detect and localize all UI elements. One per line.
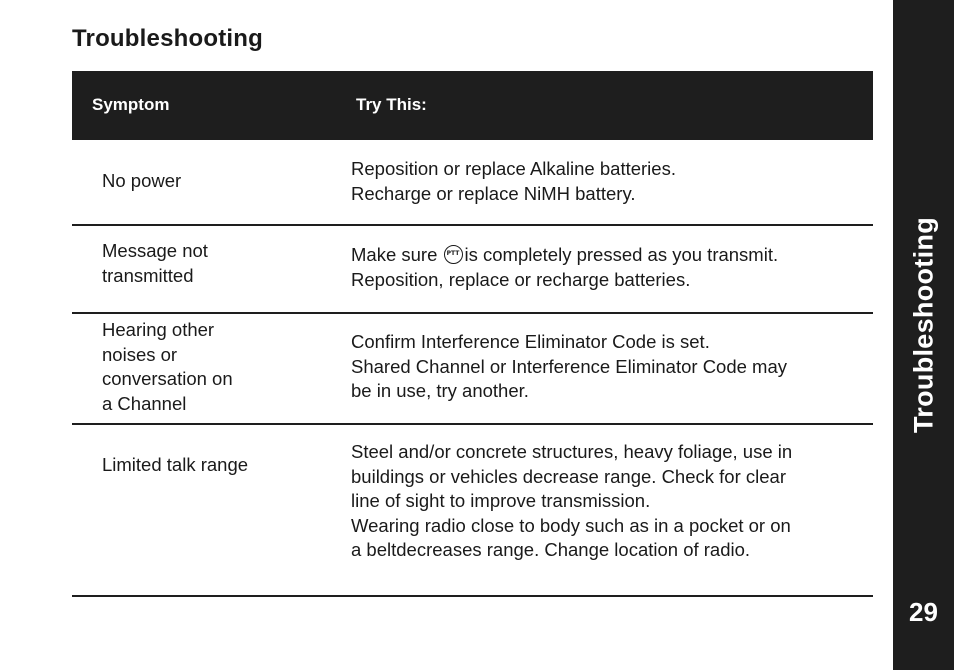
symptom-cell (102, 169, 302, 194)
row-divider (72, 595, 873, 597)
table-row (72, 140, 873, 224)
try-this-text: Steel and/or concrete structures, heavy foliage, use in (351, 441, 793, 462)
symptom-text: Message not (102, 240, 208, 261)
column-header-symptom: Symptom (92, 95, 170, 114)
table-row (72, 226, 873, 312)
table-row (72, 425, 873, 595)
try-this-text: Confirm Interference Eliminator Code is set. (351, 331, 710, 352)
symptom-cell (102, 239, 302, 288)
try-this-cell (351, 243, 876, 292)
try-this-text: Reposition, replace or recharge batteries. (351, 268, 691, 290)
table-row (72, 314, 873, 423)
table-header (72, 71, 873, 140)
try-this-text: a beltdecreases range. Change location of radio. (351, 539, 751, 560)
try-this-text-after-icon: is completely pressed as you transmit. (464, 244, 779, 265)
try-this-text: Recharge or replace NiMH battery. (351, 182, 636, 204)
symptom-text: No power (102, 170, 182, 191)
symptom-text: conversation on (102, 368, 233, 389)
symptom-text: noises or (102, 343, 178, 365)
try-this-cell (351, 157, 876, 206)
try-this-text-before-icon: Make sure (351, 244, 443, 265)
try-this-text: Shared Channel or Interference Eliminator Code may (351, 355, 788, 377)
symptom-text: Hearing other (102, 319, 215, 340)
ptt-button-icon (444, 245, 463, 264)
try-this-text: buildings or vehicles decrease range. Check for clear (351, 465, 786, 487)
symptom-cell (102, 318, 302, 416)
side-tab-title: Troubleshooting (908, 217, 939, 433)
page-title: Troubleshooting (72, 25, 263, 52)
symptom-text: a Channel (102, 392, 187, 414)
try-this-text: be in use, try another. (351, 380, 529, 401)
try-this-text: Reposition or replace Alkaline batteries. (351, 158, 676, 179)
symptom-cell (102, 453, 302, 478)
ptt-icon-label: PTT (446, 250, 460, 257)
try-this-text: Wearing radio close to body such as in a pocket or on (351, 514, 791, 536)
try-this-cell (351, 330, 876, 404)
symptom-text: transmitted (102, 264, 194, 286)
symptom-text: Limited talk range (102, 454, 249, 475)
column-header-try-this: Try This: (356, 95, 427, 114)
try-this-text (351, 243, 876, 268)
page-number: 29 (909, 597, 938, 627)
try-this-cell (351, 440, 876, 563)
try-this-text: line of sight to improve transmission. (351, 490, 651, 511)
